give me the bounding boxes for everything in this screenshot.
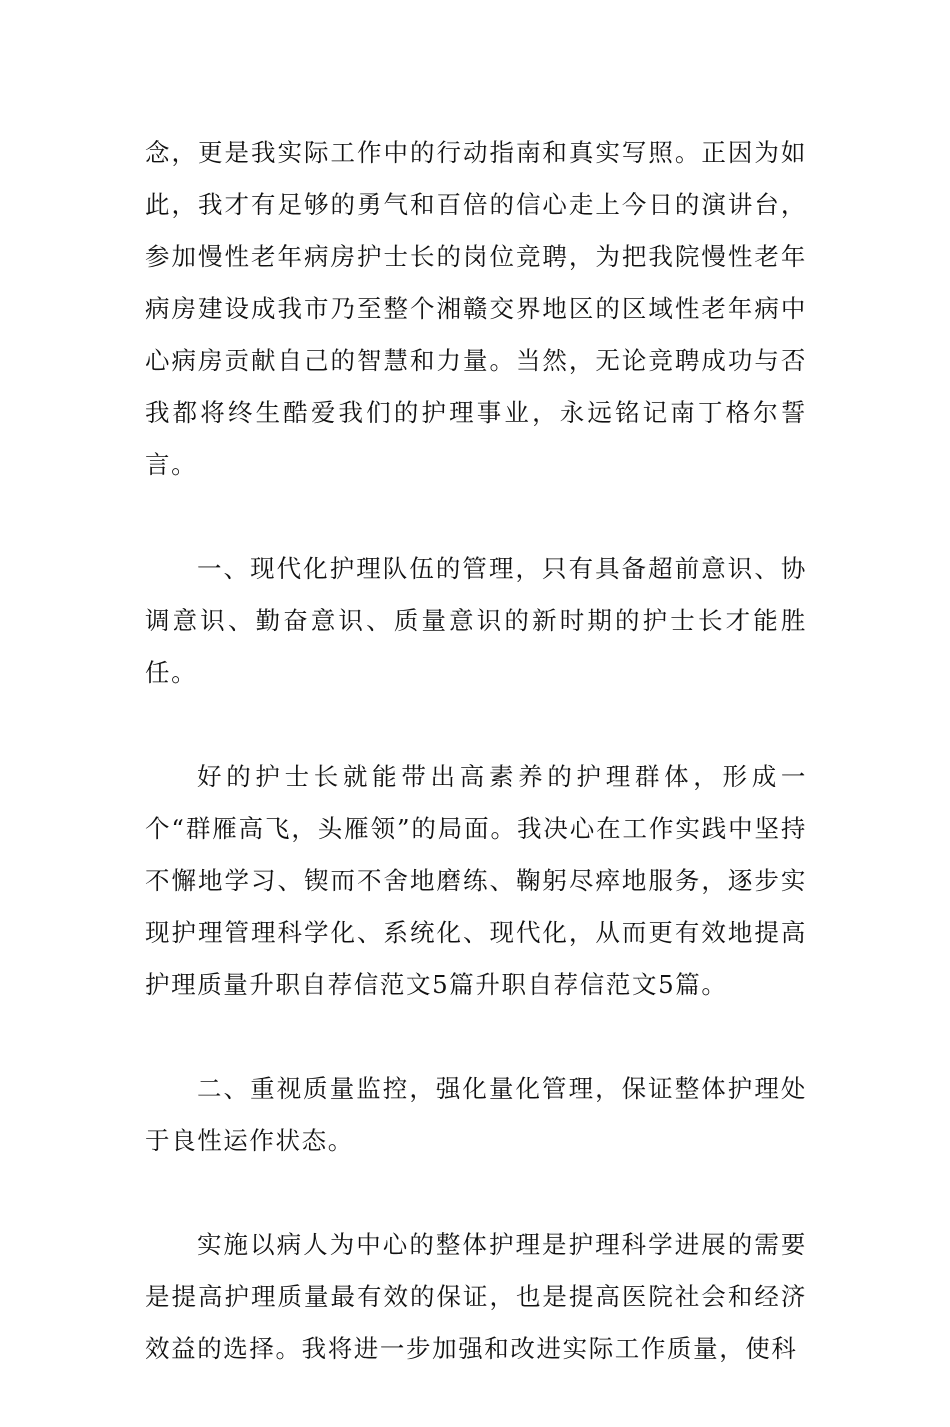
- paragraph-3: 好的护士长就能带出高素养的护理群体，形成一个“群雁高飞，头雁领”的局面。我决心在工作实践中坚持不懈地学习、锲而不舍地磨练、鞠躬尽瘁地服务，逐步实现护理管理科学化、系统化、现代化，从而更有效地提高护理质量升职自荐信范文5篇升职自荐信范文5篇。: [145, 762, 807, 999]
- paragraph-4: 二、重视质量监控，强化量化管理，保证整体护理处于良性运作状态。: [145, 1074, 807, 1155]
- paragraph-2: 一、现代化护理队伍的管理，只有具备超前意识、协调意识、勤奋意识、质量意识的新时期的护士长才能胜任。: [145, 554, 807, 687]
- document-body: [145, 127, 807, 1427]
- paragraph-5: 实施以病人为中心的整体护理是护理科学进展的需要是提高护理质量最有效的保证，也是提高医院社会和经济效益的选择。我将进一步加强和改进实际工作质量，使科: [145, 1230, 807, 1363]
- paragraph-1: 念，更是我实际工作中的行动指南和真实写照。正因为如此，我才有足够的勇气和百倍的信心走上今日的演讲台，参加慢性老年病房护士长的岗位竞聘，为把我院慢性老年病房建设成我市乃至整个湘赣交界地区的区域性老年病中心病房贡献自己的智慧和力量。当然，无论竞聘成功与否我都将终生酷爱我们的护理事业，永远铭记南丁格尔誓言。: [145, 138, 807, 479]
